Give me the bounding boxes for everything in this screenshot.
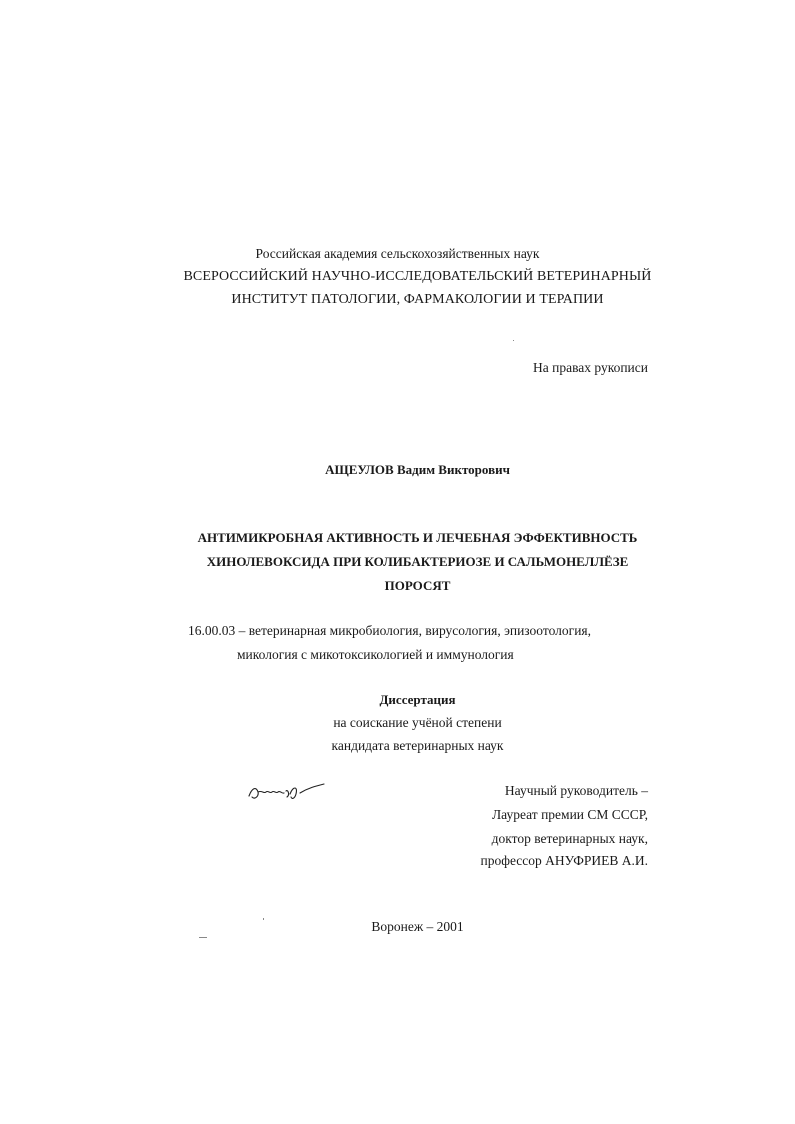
- supervisor-line2: Лауреат премии СМ СССР,: [492, 807, 648, 822]
- dissertation-title-line2: ХИНОЛЕВОКСИДА ПРИ КОЛИБАКТЕРИОЗЕ И САЛЬМОНЕЛЛЁЗЕ: [206, 554, 629, 569]
- degree-line2: кандидата ветеринарных наук: [331, 738, 504, 753]
- supervisor-name: профессор АНУФРИЕВ А.И.: [480, 853, 648, 868]
- specialty-line1: 16.00.03 – ветеринарная микробиология, вирусология, эпизоотология,: [188, 623, 592, 638]
- supervisor-line1: Научный руководитель –: [504, 783, 648, 798]
- scan-speck: [513, 340, 514, 341]
- academy-name: Российская академия сельскохозяйственных наук: [255, 246, 540, 261]
- manuscript-rights-note: На правах рукописи: [532, 360, 648, 375]
- institute-name-line1: ВСЕРОССИЙСКИЙ НАУЧНО-ИССЛЕДОВАТЕЛЬСКИЙ ВЕТЕРИНАРНЫЙ: [183, 269, 652, 284]
- degree-line1: на соискание учёной степени: [333, 715, 502, 730]
- author-name: АЩЕУЛОВ Вадим Викторович: [325, 462, 510, 477]
- dissertation-title-line1: АНТИМИКРОБНАЯ АКТИВНОСТЬ И ЛЕЧЕБНАЯ ЭФФЕКТИВНОСТЬ: [197, 530, 638, 545]
- specialty-line2: микология с микотоксикологией и иммунология: [237, 647, 514, 662]
- city-year: Воронеж – 2001: [371, 919, 464, 934]
- scan-speck: [199, 937, 207, 938]
- institute-name-line2: ИНСТИТУТ ПАТОЛОГИИ, ФАРМАКОЛОГИИ И ТЕРАПИИ: [231, 292, 604, 307]
- supervisor-line3: доктор ветеринарных наук,: [491, 831, 648, 846]
- dissertation-label: Диссертация: [379, 692, 456, 707]
- dissertation-title-line3: ПОРОСЯТ: [384, 578, 451, 593]
- scan-speck: [263, 918, 264, 920]
- handwritten-signature: [246, 780, 326, 810]
